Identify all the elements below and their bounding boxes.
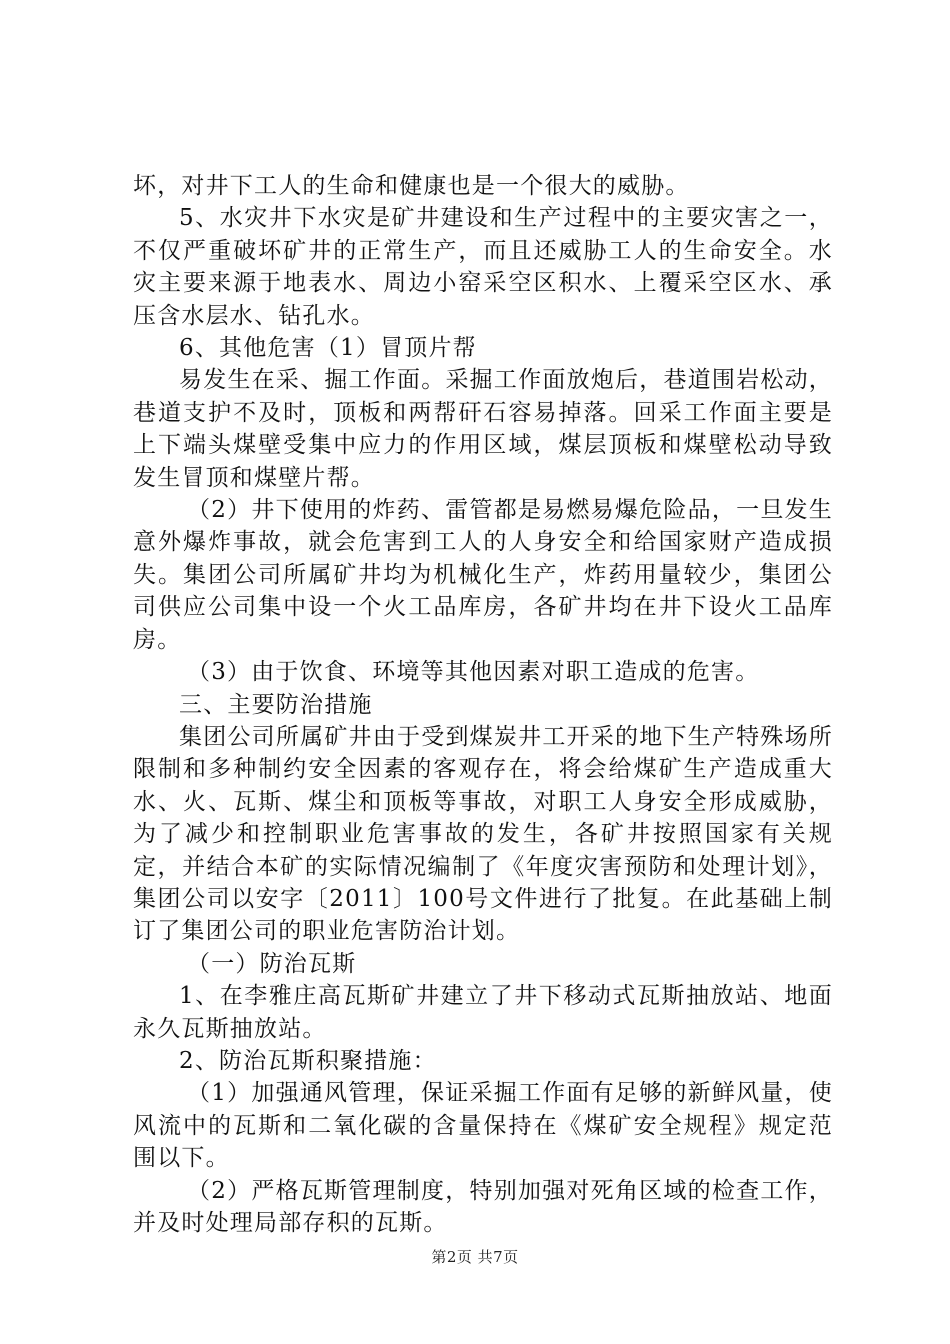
heading-gas-accumulation-measures: 2、防治瓦斯积聚措施： — [179, 1047, 437, 1074]
paragraph-gas-management: （2）严格瓦斯管理制度，特别加强对死角区域的检查工作，并及时处理局部存积的瓦斯。 — [133, 1177, 833, 1236]
paragraph-roof-collapse: 易发生在采、掘工作面。采掘工作面放炮后，巷道围岩松动，巷道支护不及时，顶板和两帮矸石容易掉落。回采工作面主要是上下端头煤壁受集中应力的作用区域，煤层顶板和煤壁松动导致发生冒顶和煤壁片帮。 — [133, 367, 833, 491]
page-footer: 第2页 共7页 — [431, 1248, 519, 1266]
paragraph-prevention-overview: 集团公司所属矿井由于受到煤炭井工开采的地下生产特殊场所限制和多种制约安全因素的客观存在，将会给煤矿生产造成重大水、火、瓦斯、煤尘和顶板等事故，对职工人身安全形成威胁，为了减少和控制职业危害事故的发生，各矿井按照国家有关规定，并结合本矿的实际情况编制了《年度灾害预防和处理计划》，集团公司以安字〔2011〕100号文件进行了批复。在此基础上制订了集团公司的职业危害防治计划。 — [133, 723, 833, 945]
paragraph-continuation: 坏，对井下工人的生命和健康也是一个很大的威胁。 — [133, 173, 690, 199]
paragraph-ventilation: （1）加强通风管理，保证采掘工作面有足够的新鲜风量，使风流中的瓦斯和二氧化碳的含量保持在《煤矿安全规程》规定范围以下。 — [133, 1080, 833, 1172]
document-body — [133, 170, 833, 1239]
paragraph-water-hazard: 5、水灾井下水灾是矿井建设和生产过程中的主要灾害之一，不仅严重破坏矿井的正常生产，而且还威胁工人的生命安全。水灾主要来源于地表水、周边小窑采空区积水、上覆采空区水、承压含水层水、钻孔水。 — [133, 205, 833, 329]
paragraph-other-factors: （3）由于饮食、环境等其他因素对职工造成的危害。 — [187, 659, 760, 686]
heading-gas-prevention: （一）防治瓦斯 — [187, 950, 357, 977]
paragraph-gas-drainage-station: 1、在李雅庄高瓦斯矿井建立了井下移动式瓦斯抽放站、地面永久瓦斯抽放站。 — [133, 983, 833, 1042]
heading-other-hazards: 6、其他危害（1）冒顶片帮 — [179, 335, 477, 362]
heading-prevention-measures: 三、主要防治措施 — [179, 691, 373, 718]
paragraph-explosives: （2）井下使用的炸药、雷管都是易燃易爆危险品，一旦发生意外爆炸事故，就会危害到工人的人身安全和给国家财产造成损失。集团公司所属矿井均为机械化生产，炸药用量较少，集团公司供应公司集中设一个火工品库房，各矿井均在井下设火工品库房。 — [133, 497, 833, 653]
